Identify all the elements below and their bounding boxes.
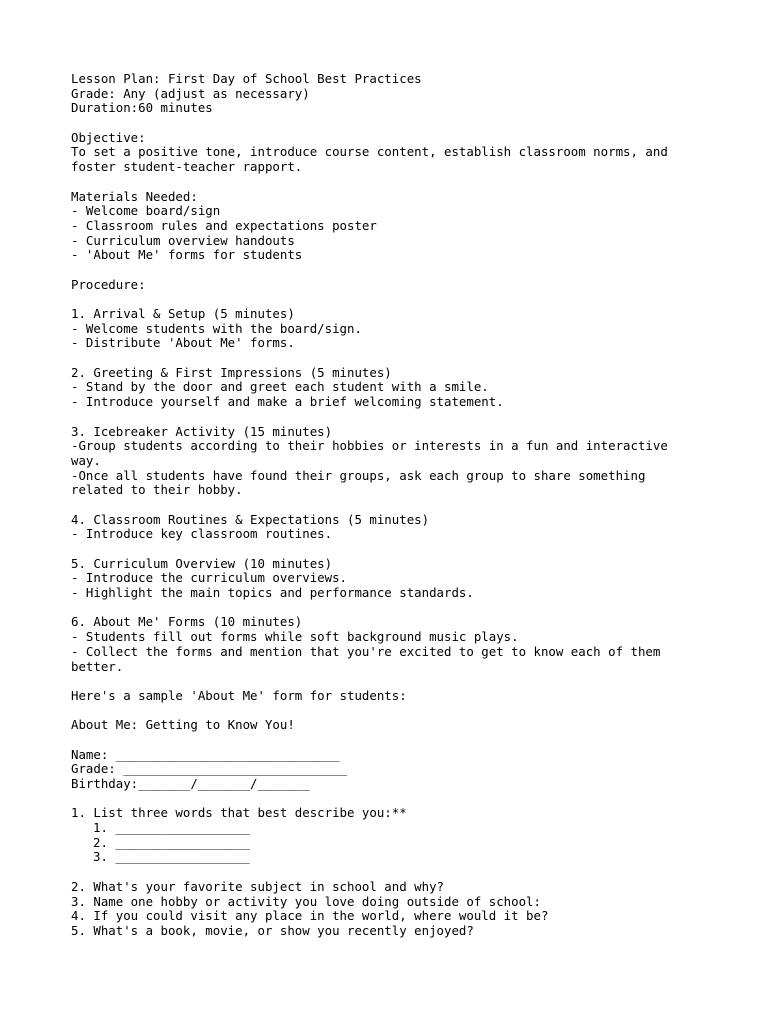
answer-blank: 2. __________________ <box>93 834 250 850</box>
procedure-step-line: way. <box>71 452 101 468</box>
birthday-field: Birthday:_______/_______/_______ <box>71 776 310 791</box>
procedure-step-title: 6. About Me' Forms (10 minutes) <box>71 614 303 630</box>
duration-line: Duration:60 minutes <box>71 100 213 116</box>
procedure-step-line: - Stand by the door and greet each student with a smile. <box>71 379 489 395</box>
form-question: 5. What's a book, movie, or show you recently enjoyed? <box>71 922 474 938</box>
procedure-step-line: - Introduce the curriculum overviews. <box>71 570 348 586</box>
form-title: About Me: Getting to Know You! <box>71 717 295 733</box>
form-question: 3. Name one hobby or activity you love doing outside of school: <box>71 893 541 909</box>
grade-field: Grade: ______________________________ <box>71 761 348 777</box>
name-field: Name: ______________________________ <box>71 746 340 762</box>
procedure-step-title: 4. Classroom Routines & Expectations (5 minutes) <box>71 511 430 527</box>
form-question: 4. If you could visit any place in the world, where would it be? <box>71 908 549 924</box>
lesson-plan-text <box>71 72 711 939</box>
procedure-step-line: - Introduce key classroom routines. <box>71 526 333 542</box>
objective-line: foster student-teacher rapport. <box>71 159 303 175</box>
materials-item: - Curriculum overview handouts <box>71 232 295 248</box>
procedure-step-title: 2. Greeting & First Impressions (5 minutes) <box>71 364 392 380</box>
procedure-step-line: - Distribute 'About Me' forms. <box>71 335 295 351</box>
procedure-step-line: -Group students according to their hobbies or interests in a fun and interactive <box>71 438 668 454</box>
materials-heading: Materials Needed: <box>71 188 198 204</box>
form-question: 2. What's your favorite subject in school and why? <box>71 878 444 894</box>
procedure-step-title: 3. Icebreaker Activity (15 minutes) <box>71 423 333 439</box>
answer-blank: 1. __________________ <box>93 820 250 836</box>
procedure-step-line: - Collect the forms and mention that you're excited to get to know each of them <box>71 643 661 659</box>
materials-item: - Welcome board/sign <box>71 203 221 219</box>
procedure-step-line: -Once all students have found their groups, ask each group to share something <box>71 467 646 483</box>
objective-line: To set a positive tone, introduce course content, establish classroom norms, and <box>71 144 668 160</box>
procedure-step-line: - Introduce yourself and make a brief welcoming statement. <box>71 394 504 410</box>
procedure-step-line: better. <box>71 658 124 674</box>
grade-line: Grade: Any (adjust as necessary) <box>71 85 310 101</box>
form-question: 1. List three words that best describe you:** <box>71 805 407 821</box>
materials-item: - Classroom rules and expectations poster <box>71 217 377 233</box>
answer-blank: 3. __________________ <box>93 849 250 865</box>
form-intro: Here's a sample 'About Me' form for students: <box>71 687 407 703</box>
procedure-step-title: 1. Arrival & Setup (5 minutes) <box>71 306 295 321</box>
procedure-step-line: - Welcome students with the board/sign. <box>71 320 362 336</box>
procedure-step-title: 5. Curriculum Overview (10 minutes) <box>71 555 333 571</box>
materials-item: - 'About Me' forms for students <box>71 247 303 263</box>
procedure-step-line: related to their hobby. <box>71 482 243 498</box>
procedure-step-line: - Students fill out forms while soft background music plays. <box>71 629 519 645</box>
objective-heading: Objective: <box>71 129 146 145</box>
procedure-step-line: - Highlight the main topics and performance standards. <box>71 585 474 601</box>
document-title: Lesson Plan: First Day of School Best Practices <box>71 71 422 86</box>
procedure-heading: Procedure: <box>71 276 146 292</box>
